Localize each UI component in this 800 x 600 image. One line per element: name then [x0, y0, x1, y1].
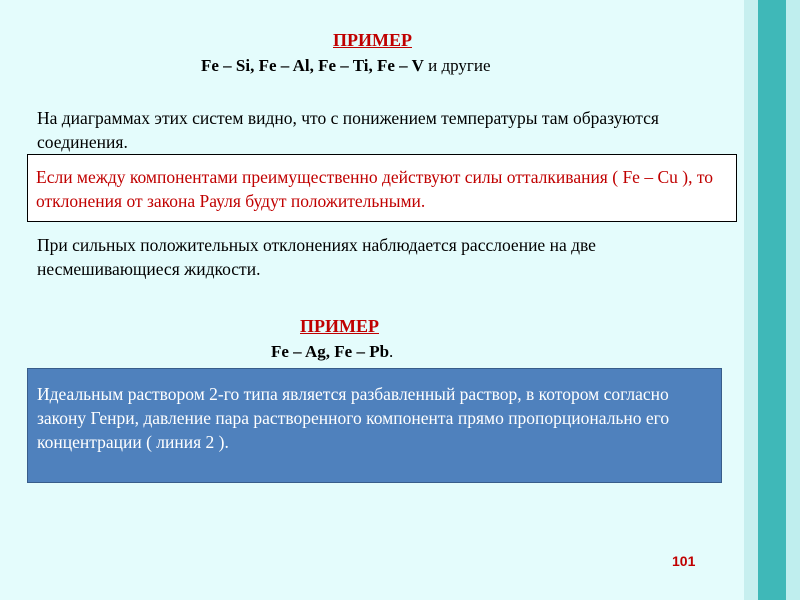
example-systems-1-suffix: и другие: [423, 56, 491, 75]
example-heading-2: ПРИМЕР: [300, 316, 379, 336]
ideal-solution-text: Идеальным раствором 2-го типа является разбавленный раствор, в котором согласно закону Генри, давление пара растворенного компонента прямо пропорционально его концентрации ( линия 2 ).: [37, 384, 670, 452]
example-systems-1: [201, 56, 491, 76]
decorative-band-light: [744, 0, 758, 600]
paragraph-separation: При сильных положительных отклонениях наблюдается расслоение на две несмешивающиеся жидкости.: [37, 235, 596, 279]
repulsion-note-text: Если между компонентами преимущественно действуют силы отталкивания ( Fe – Cu ), то отклонения от закона Рауля будут положительными.: [36, 167, 713, 211]
example-systems-2-list: Fe – Ag, Fe – Pb: [271, 342, 390, 361]
paragraph-compounds: На диаграммах этих систем видно, что с понижением температуры там образуются соединения.: [37, 108, 659, 152]
example-systems-2: [271, 342, 393, 362]
page-number: 101: [672, 553, 696, 569]
example-systems-2-suffix: .: [389, 342, 394, 361]
ideal-solution-box: [27, 368, 722, 483]
decorative-band-teal: [758, 0, 786, 600]
decorative-band-edge: [786, 0, 800, 600]
repulsion-note-box: [27, 154, 737, 222]
example-heading-1: ПРИМЕР: [333, 30, 412, 50]
example-systems-1-list: Fe – Si, Fe – Al, Fe – Ti, Fe – V: [201, 56, 424, 75]
